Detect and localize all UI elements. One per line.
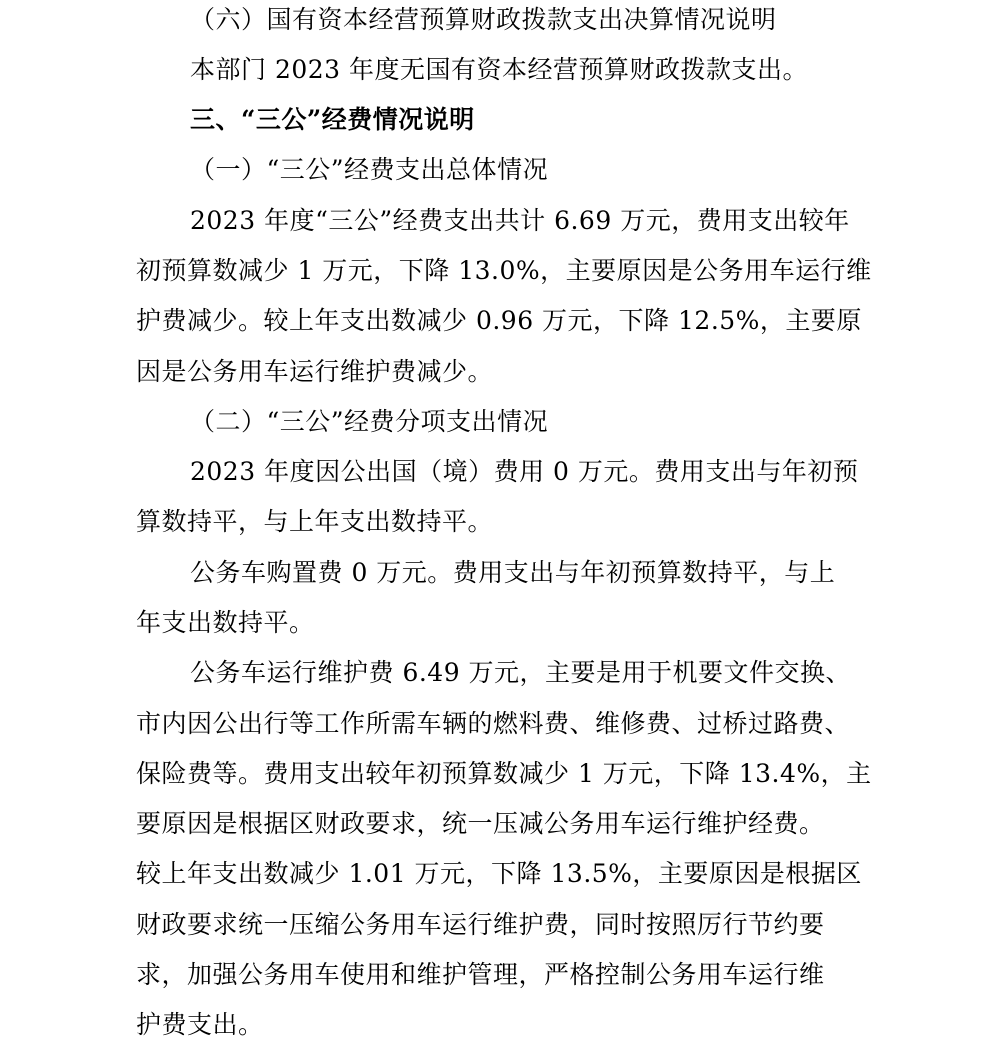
section-heading-6: （六）国有资本经营预算财政拨款支出决算情况说明 <box>190 5 777 34</box>
subheading-2: （二）“三公”经费分项支出情况 <box>190 407 549 436</box>
paragraph-line: 初预算数减少 1 万元，下降 13.0%，主要原因是公务用车运行维 <box>136 256 872 285</box>
subheading-1: （一）“三公”经费支出总体情况 <box>190 155 549 184</box>
paragraph-line: 求，加强公务用车使用和维护管理，严格控制公务用车运行维 <box>136 960 825 989</box>
paragraph-line: 公务车运行维护费 6.49 万元，主要是用于机要文件交换、 <box>190 658 852 687</box>
paragraph-line: 护费支出。 <box>136 1010 264 1039</box>
paragraph-line: 本部门 2023 年度无国有资本经营预算财政拨款支出。 <box>190 55 809 84</box>
main-heading-3: 三、“三公”经费情况说明 <box>190 105 475 134</box>
paragraph-line: 2023 年度“三公”经费支出共计 6.69 万元，费用支出较年 <box>190 206 850 235</box>
paragraph-line: 2023 年度因公出国（境）费用 0 万元。费用支出与年初预 <box>190 457 859 486</box>
paragraph-line: 保险费等。费用支出较年初预算数减少 1 万元，下降 13.4%，主 <box>136 759 872 788</box>
paragraph-line: 算数持平，与上年支出数持平。 <box>136 507 494 536</box>
paragraph-line: 因是公务用车运行维护费减少。 <box>136 357 494 386</box>
paragraph-line: 年支出数持平。 <box>136 608 315 637</box>
paragraph-line: 公务车购置费 0 万元。费用支出与年初预算数持平，与上 <box>190 558 836 587</box>
paragraph-line: 要原因是根据区财政要求，统一压减公务用车运行维护经费。 <box>136 809 825 838</box>
paragraph-line: 财政要求统一压缩公务用车运行维护费，同时按照厉行节约要 <box>136 910 825 939</box>
paragraph-line: 市内因公出行等工作所需车辆的燃料费、维修费、过桥过路费、 <box>136 709 851 738</box>
paragraph-line: 护费减少。较上年支出数减少 0.96 万元，下降 12.5%，主要原 <box>136 306 862 335</box>
paragraph-line: 较上年支出数减少 1.01 万元，下降 13.5%，主要原因是根据区 <box>136 859 862 888</box>
